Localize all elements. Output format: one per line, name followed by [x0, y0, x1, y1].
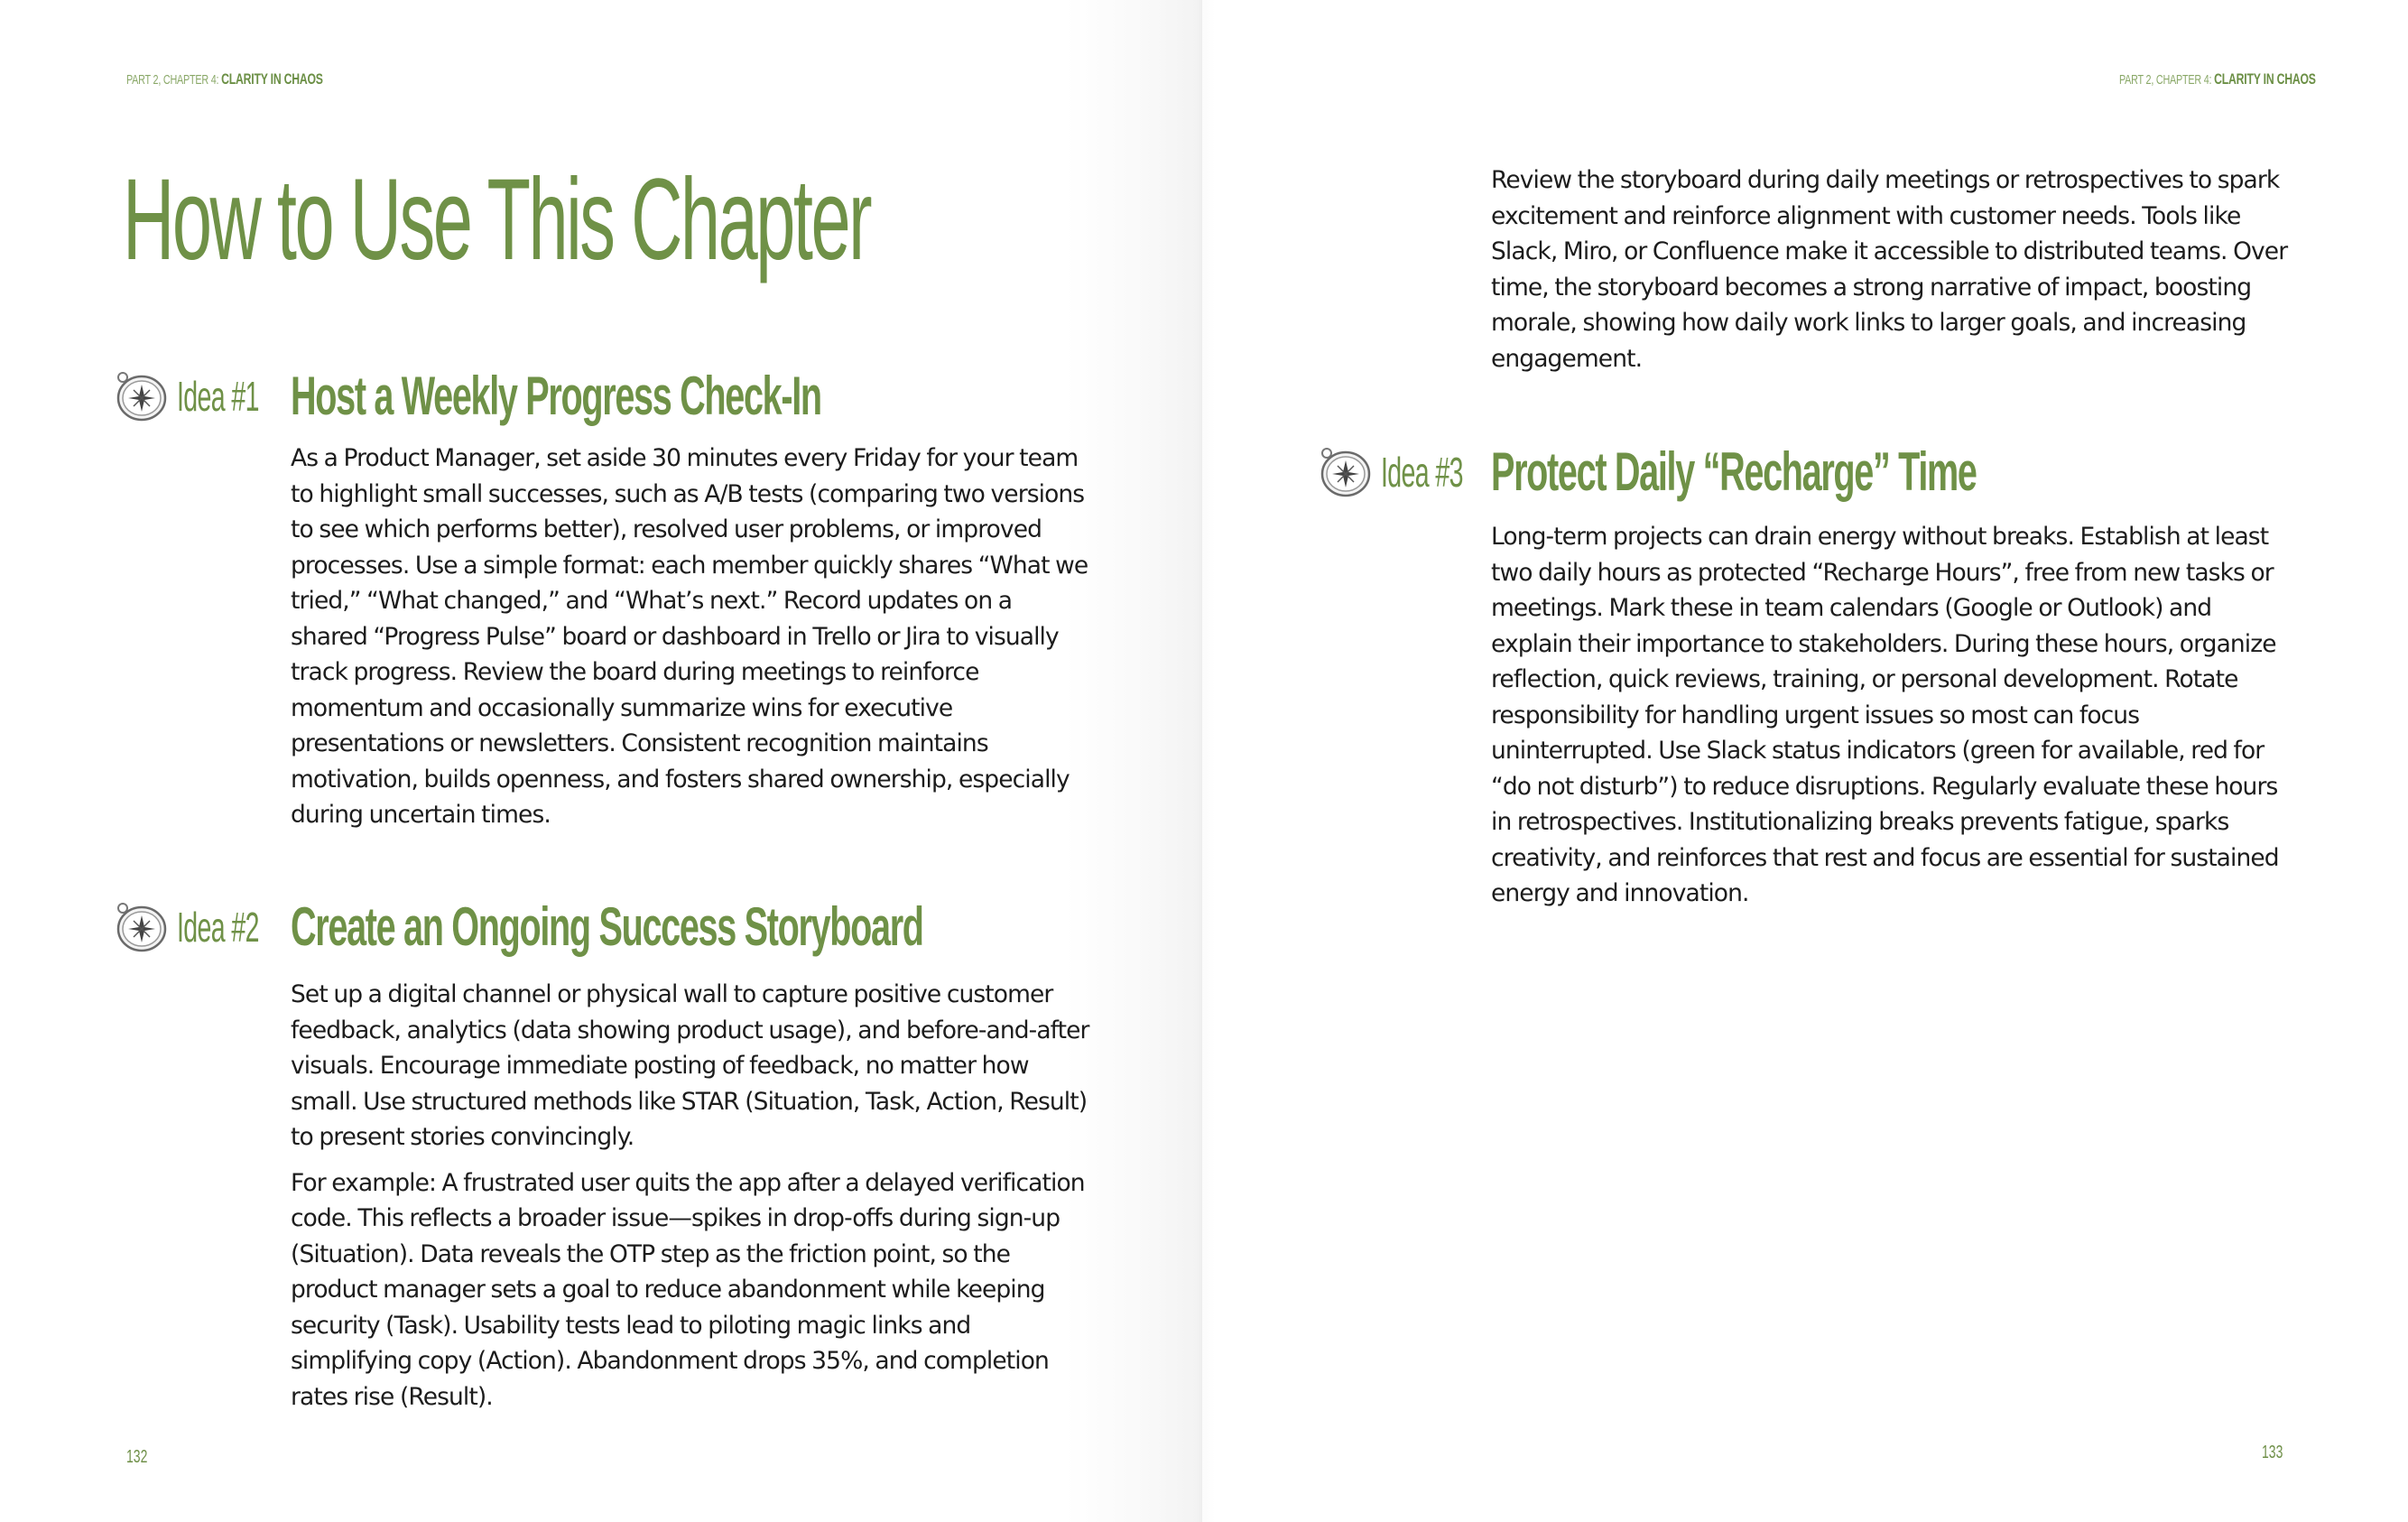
idea-label: Idea #1: [177, 373, 259, 420]
paragraph: Review the storyboard during daily meetings or retrospectives to spark excitement and reinforce alignment with customer needs. Tools like Slack, Miro, or Confluence make it accessible to distributed teams. Over time, the storyboard becomes a strong narrative of impact, boosting morale, showing how daily work links to larger goals, and increasing engagement.: [1491, 166, 2288, 373]
running-head-title: CLARITY IN CHAOS: [2214, 70, 2316, 88]
compass-icon: [112, 368, 168, 424]
paragraph: Set up a digital channel or physical wall to capture positive customer feedback, analytics (data showing product usage), and before-and-after visuals. Encourage immediate posting of feedback, no matter how small. Use structured methods like STAR (Situation, Task, Action, Result) to present stories convincingly.: [291, 980, 1089, 1151]
compass-icon: [112, 899, 168, 955]
paragraph: As a Product Manager, set aside 30 minutes every Friday for your team to highlight small successes, such as A/B tests (comparing two versions to see which performs better), resolved user problems, or improved processes. Use a simple format: each member quickly shares “What we tried,” “What changed,” and “What’s next.” Record updates on a shared “Progress Pulse” board or dashboard in Trello or Jira to visually track progress. Review the board during meetings to reinforce momentum and occasionally summarize wins for executive presentations or newsletters. Consistent recognition maintains motivation, builds openness, and fosters shared ownership, especially during uncertain times.: [291, 444, 1088, 829]
idea-3-body: [1491, 519, 2294, 922]
running-head-title: CLARITY IN CHAOS: [221, 70, 323, 88]
idea-2-continued-body: [1491, 162, 2294, 386]
page-number: 132: [126, 1447, 148, 1467]
running-head-right: [2119, 70, 2316, 88]
idea-title: Protect Daily “Recharge” Time: [1491, 441, 1977, 502]
idea-1-header: [112, 368, 1105, 426]
running-head-left: [126, 70, 323, 88]
running-head-prefix: PART 2, CHAPTER 4:: [2119, 72, 2212, 88]
left-page: [0, 0, 1202, 1522]
right-page: [1202, 0, 2408, 1522]
running-head-prefix: PART 2, CHAPTER 4:: [126, 72, 219, 88]
idea-2-header: [112, 896, 1105, 957]
idea-title: Create an Ongoing Success Storyboard: [291, 896, 923, 957]
idea-title: Host a Weekly Progress Check-In: [291, 366, 821, 426]
chapter-title: How to Use This Chapter: [123, 155, 871, 284]
page-number: 133: [2262, 1443, 2283, 1462]
paragraph: Long-term projects can drain energy without breaks. Establish at least two daily hours as protected “Recharge Hours”, free from new tasks or meetings. Mark these in team calendars (Google or Outlook) and explain their importance to stakeholders. During these hours, organize reflection, quick reviews, training, or personal development. Rotate responsibility for handling urgent issues so most can focus uninterrupted. Use Slack status indicators (green for available, red for “do not disturb”) to reduce disruptions. Regularly evaluate these hours in retrospectives. Institutionalizing breaks prevents fatigue, sparks creativity, and reinforces that rest and focus are essential for sustained energy and innovation.: [1491, 523, 2279, 907]
compass-icon: [1316, 444, 1372, 500]
idea-3-header: [1316, 441, 2309, 502]
idea-1-body: [291, 441, 1094, 843]
idea-label: Idea #3: [1381, 449, 1463, 496]
idea-label: Idea #2: [177, 904, 259, 951]
paragraph: For example: A frustrated user quits the app after a delayed verification code. This reflects a broader issue—spikes in drop-offs during sign-up (Situation). Data reveals the OTP step as the friction point, so the product manager sets a goal to reduce abandonment while keeping security (Task). Usability tests lead to piloting magic links and simplifying copy (Action). Abandonment drops 35%, and completion rates rise (Result).: [291, 1168, 1085, 1411]
idea-2-body: [291, 977, 1094, 1425]
